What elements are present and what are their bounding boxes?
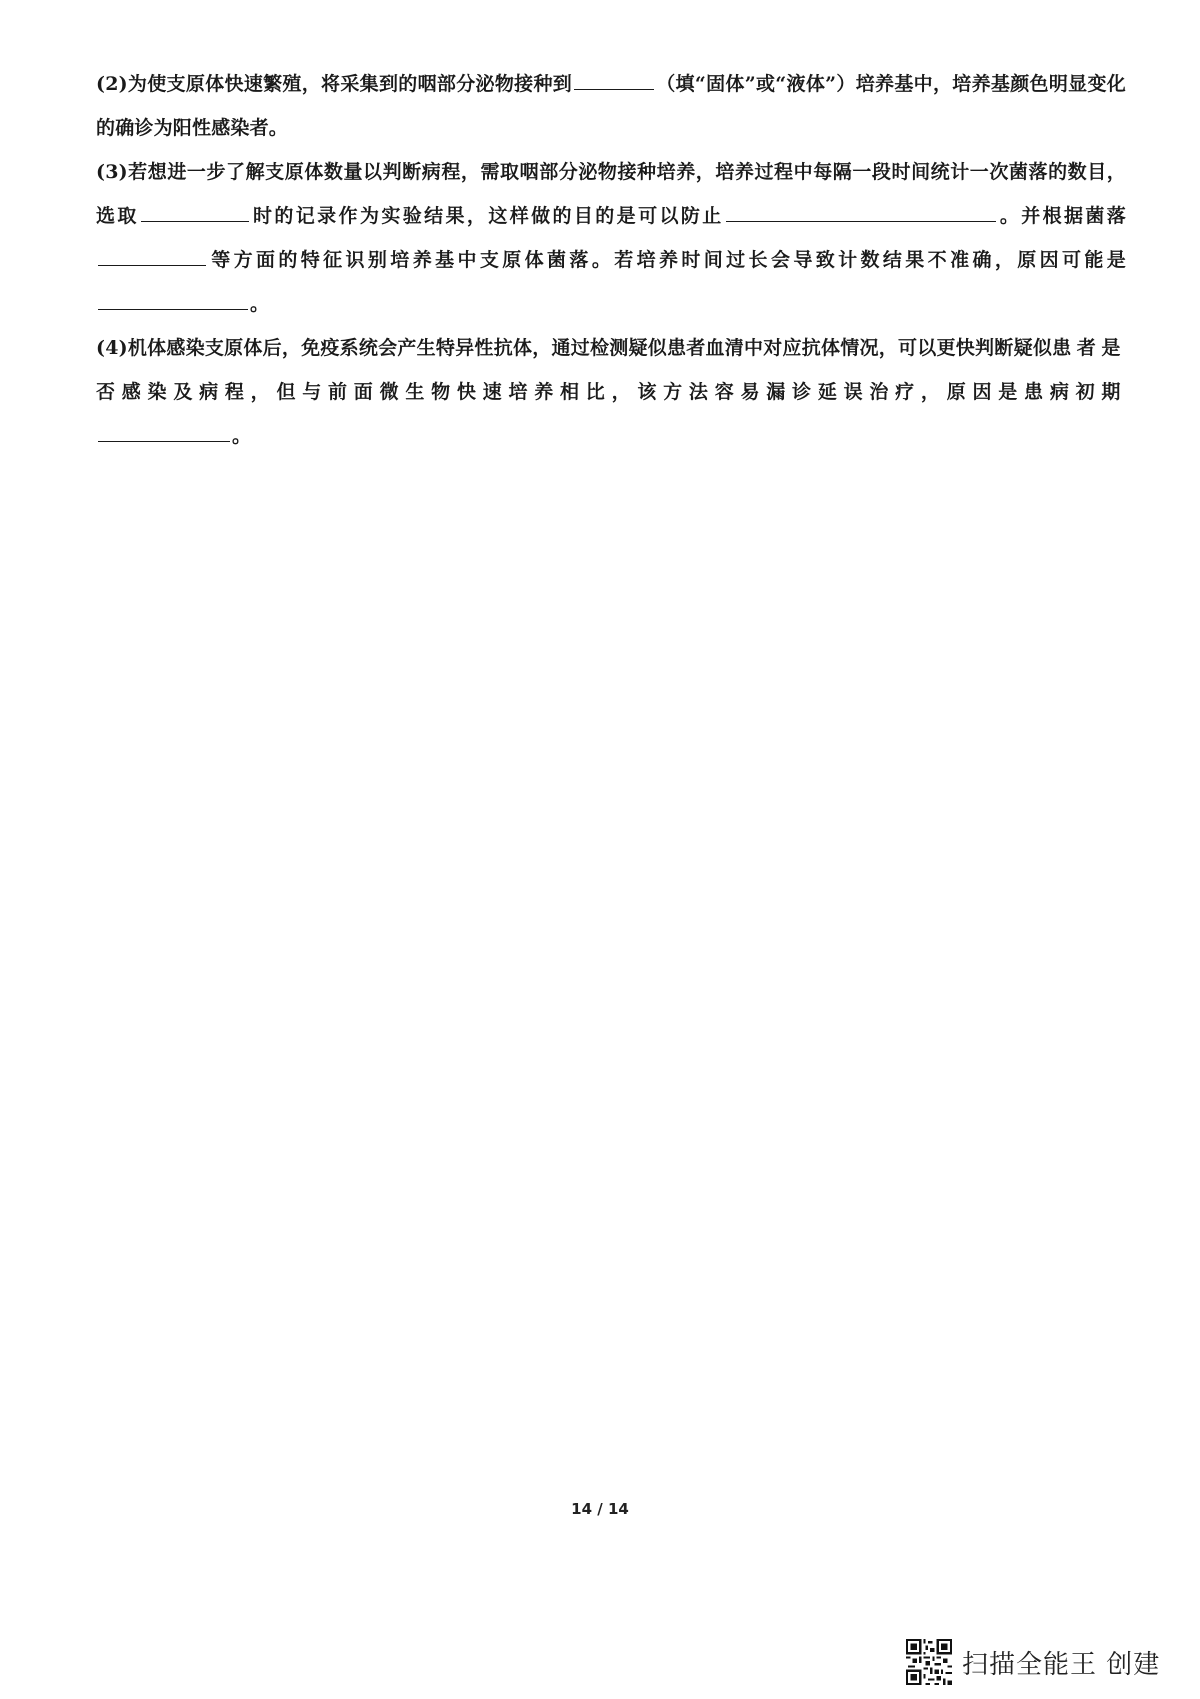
answer-blank-q3-2 (726, 201, 996, 222)
qr-code-icon (906, 1639, 952, 1685)
question-4-text-c: 。 (232, 425, 252, 447)
question-2-text-b: （填“固体”或“液体”）培养基中，培养基颜色明显变化的确诊为阳性感染者。 (96, 73, 1126, 139)
question-3 (96, 150, 1126, 326)
question-4 (96, 326, 1126, 458)
answer-blank-q3-4 (98, 289, 248, 310)
watermark-text: 扫描全能王 创建 (962, 1649, 1161, 1680)
question-2 (96, 62, 1126, 150)
answer-blank-q3-3 (98, 245, 206, 266)
scanner-watermark (906, 1638, 1160, 1686)
question-3-text-a: (3)若想进一步了解支原体数量以判断病程，需取咽部分泌物接种培养，培养过程中每隔一段时间统计一次菌落的数目，选取 (96, 161, 1126, 227)
question-content (96, 62, 1126, 458)
question-3-text-c: 。并根据菌落 (997, 205, 1126, 227)
page-number: 14 / 14 (571, 1500, 629, 1518)
question-4-text-a: (4)机体感染支原体后，免疫系统会产生特异性抗体，通过检测疑似患者血清中对应抗体情况，可以更快判断疑似 (96, 337, 1053, 359)
question-2-text-a: (2)为使支原体快速繁殖，将采集到的咽部分泌物接种到 (96, 73, 573, 95)
question-3-text-e: 。 (250, 293, 270, 315)
answer-blank-q4 (98, 421, 230, 442)
answer-blank-q2 (574, 69, 654, 90)
answer-blank-q3-1 (141, 201, 249, 222)
question-3-text-b: 时的记录作为实验结果，这样做的目的是可以防止 (250, 205, 724, 227)
question-4-text-b: 患者是否感染及病程，但与前面微生物快速培养相比，该方法容易漏诊延误治疗，原因是患病初期 (96, 337, 1126, 403)
question-3-text-d: 等方面的特征识别培养基中支原体菌落。若培养时间过长会导致计数结果不准确，原因可能是 (208, 249, 1126, 271)
